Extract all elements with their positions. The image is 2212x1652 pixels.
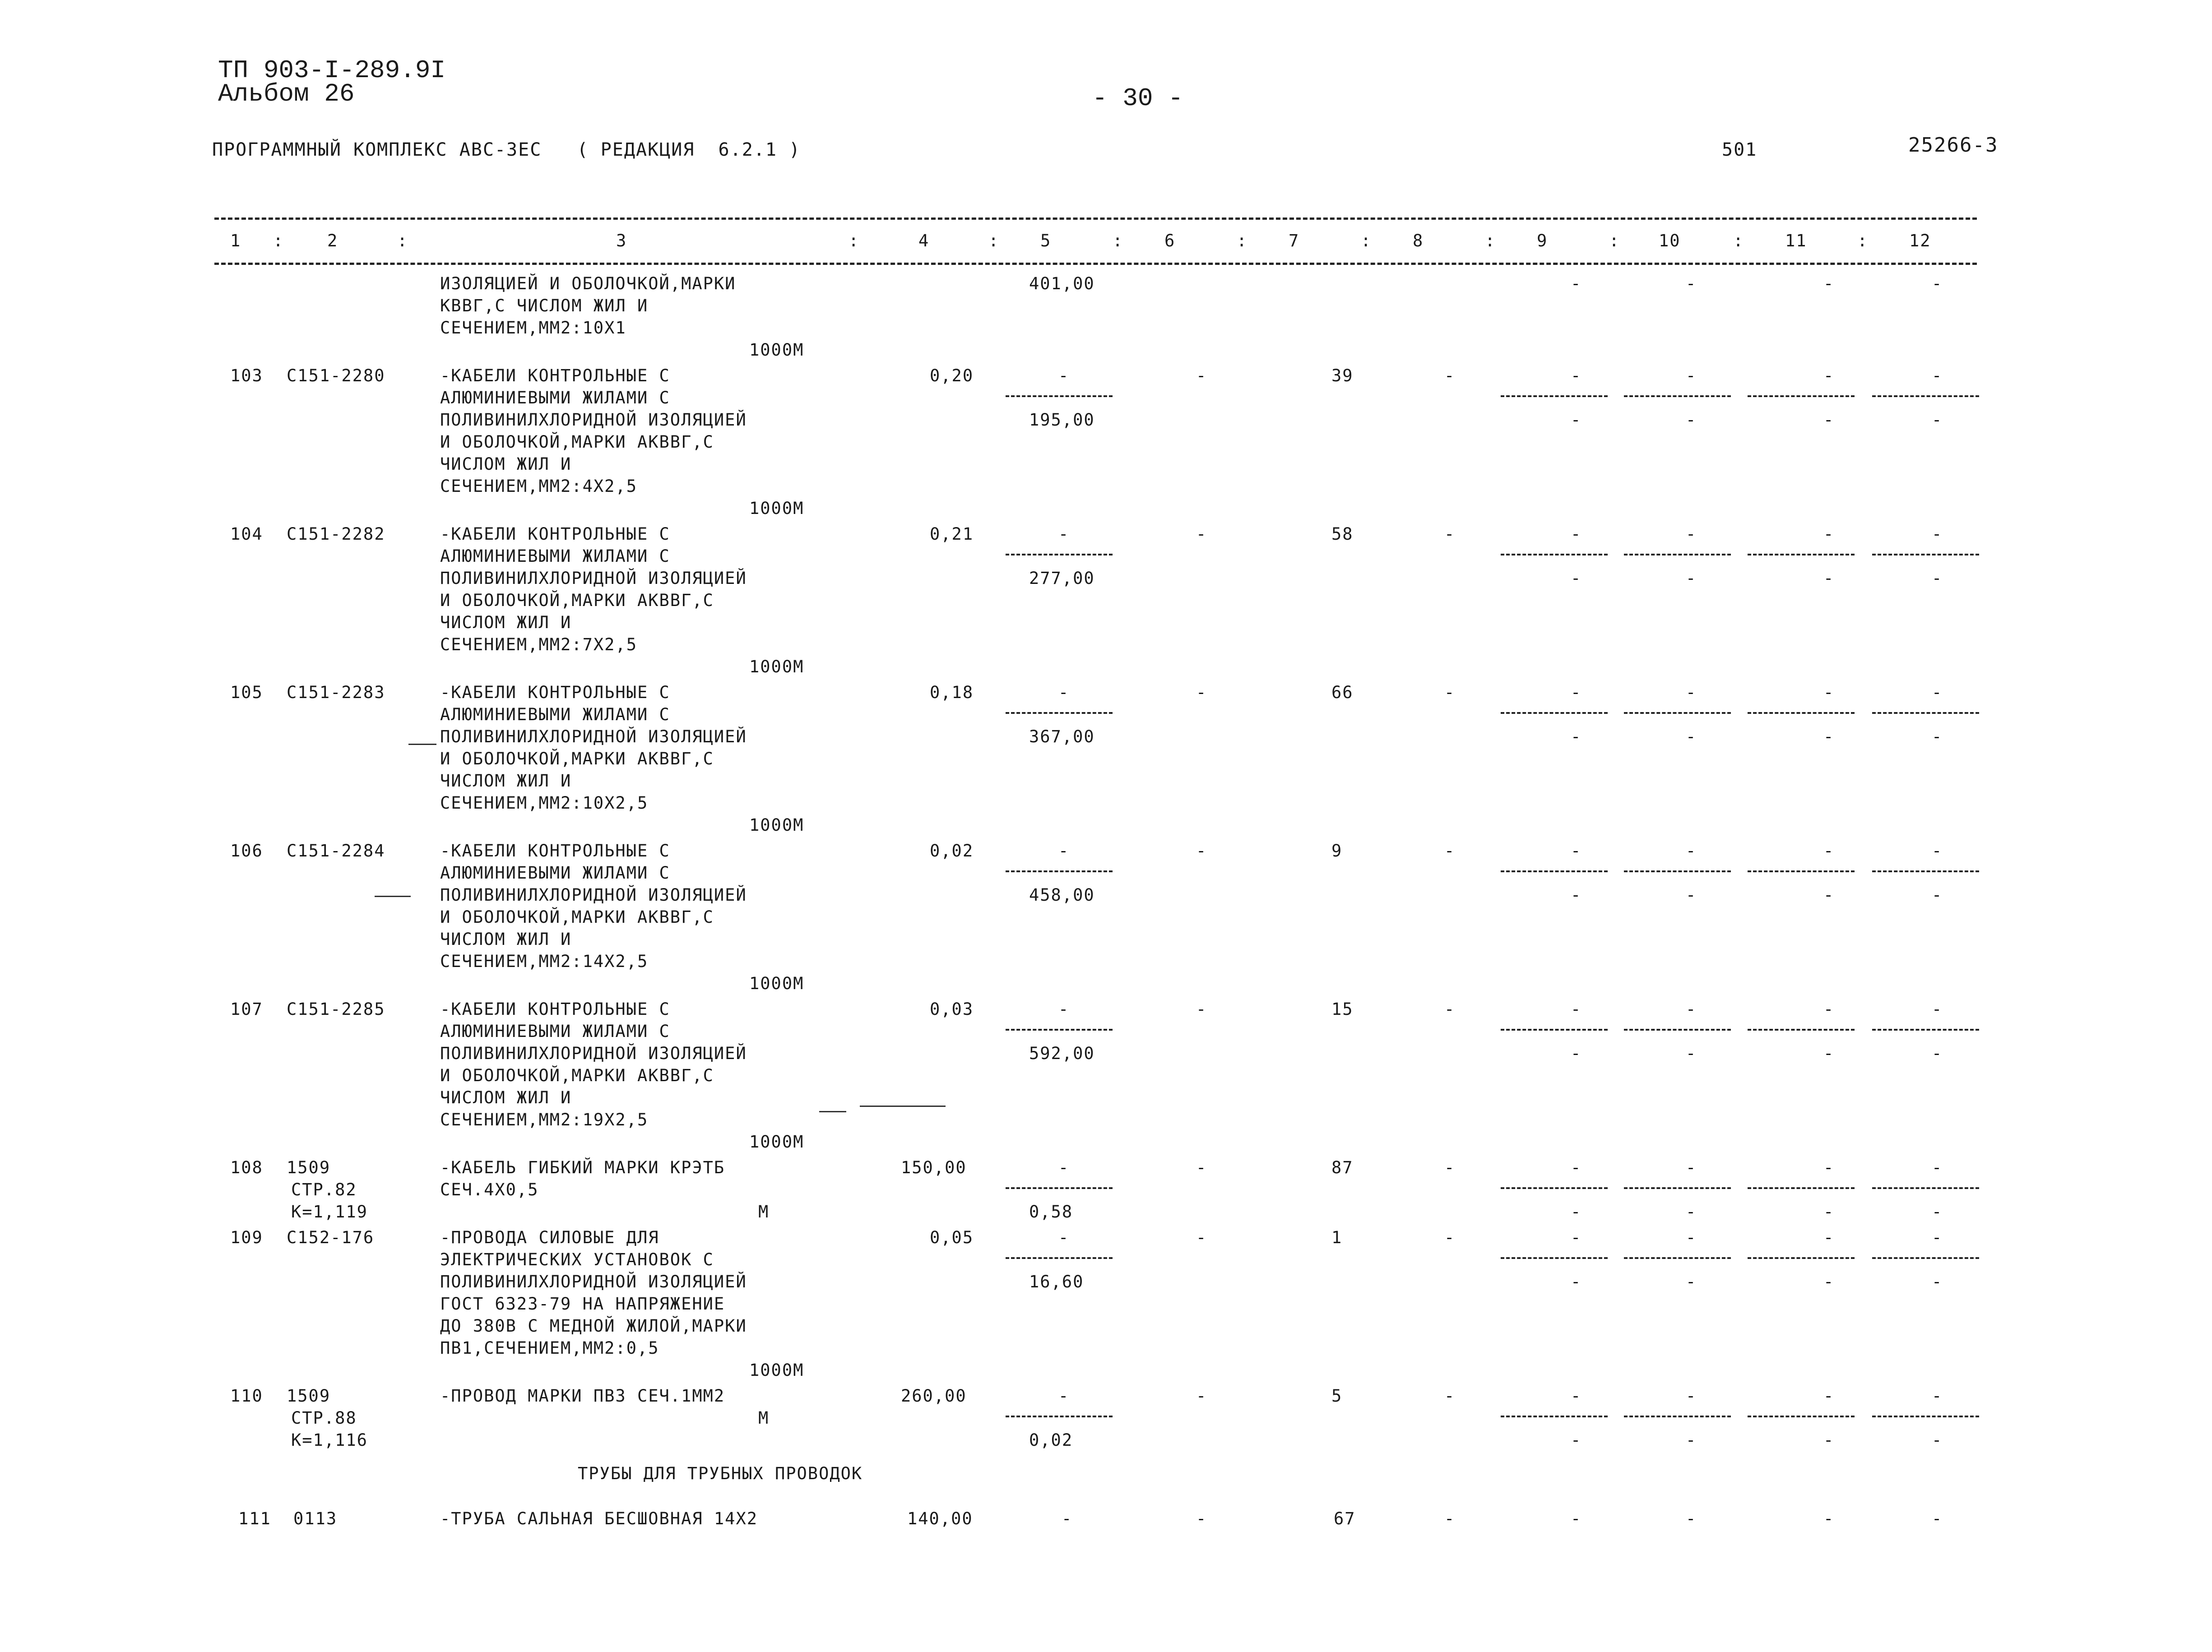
row-c9-top: - bbox=[1571, 841, 1582, 861]
row-description-line: ПОЛИВИНИЛХЛОРИДНОЙ ИЗОЛЯЦИЕЙ bbox=[440, 885, 747, 905]
row-c12-top: - bbox=[1932, 1158, 1943, 1177]
row-c11-divider bbox=[1748, 1416, 1855, 1417]
row-c10: - bbox=[1686, 274, 1697, 293]
row-c9-top: - bbox=[1571, 1228, 1582, 1247]
row-unit: 1000М bbox=[749, 1360, 804, 1380]
row-col6: - bbox=[1196, 1228, 1207, 1247]
row-c11-top: - bbox=[1823, 683, 1835, 702]
row-col6: - bbox=[1196, 1386, 1207, 1406]
row-c12-divider bbox=[1872, 554, 1979, 555]
row-number: 105 bbox=[230, 683, 263, 702]
row-c10-bottom: - bbox=[1686, 1272, 1697, 1291]
row-c10-divider bbox=[1624, 1187, 1731, 1189]
row-col8: - bbox=[1444, 683, 1456, 702]
row-col6: - bbox=[1196, 524, 1207, 544]
row-description-line: ЭЛЕКТРИЧЕСКИХ УСТАНОВОК С bbox=[440, 1250, 714, 1269]
row-col7: 66 bbox=[1331, 683, 1354, 702]
column-separator: : bbox=[849, 231, 860, 250]
row-c10-top: - bbox=[1686, 1158, 1697, 1177]
row-c10-top: - bbox=[1686, 1386, 1697, 1406]
row-c10-bottom: - bbox=[1686, 727, 1697, 746]
row-description-line: -КАБЕЛИ КОНТРОЛЬНЫЕ С bbox=[440, 841, 670, 861]
row-c9-divider bbox=[1501, 1187, 1608, 1189]
row-c12-bottom: - bbox=[1932, 727, 1943, 746]
row-c12-divider bbox=[1872, 395, 1979, 397]
row-code: 1509 bbox=[287, 1386, 331, 1406]
row-col5-divider bbox=[1006, 554, 1113, 555]
row-quantity: 260,00 bbox=[901, 1386, 967, 1406]
row-c11-bottom: - bbox=[1823, 410, 1835, 430]
row-c11-top: - bbox=[1823, 366, 1835, 385]
row-description-line: АЛЮМИНИЕВЫМИ ЖИЛАМИ С bbox=[440, 546, 670, 566]
column-header-5: 5 bbox=[1040, 231, 1052, 250]
row-c9-top: - bbox=[1571, 366, 1582, 385]
row-code: 1509 bbox=[287, 1158, 331, 1177]
row-number: 103 bbox=[230, 366, 263, 385]
row-c11-top: - bbox=[1823, 1158, 1835, 1177]
row-c12-bottom: - bbox=[1932, 569, 1943, 588]
column-header-4: 4 bbox=[918, 231, 930, 250]
scan-mark bbox=[408, 744, 436, 745]
row-c12-divider bbox=[1872, 712, 1979, 714]
row-c11-bottom: - bbox=[1823, 1430, 1835, 1450]
column-separator: : bbox=[1609, 231, 1620, 250]
row-c10-bottom: - bbox=[1686, 1202, 1697, 1222]
row-col5-divider bbox=[1006, 1257, 1113, 1259]
row-c10-top: - bbox=[1686, 366, 1697, 385]
row-description-line: И ОБОЛОЧКОЙ,МАРКИ АКВВГ,С bbox=[440, 432, 714, 452]
column-separator: : bbox=[1113, 231, 1124, 250]
row-code: С152-176 bbox=[287, 1228, 375, 1247]
row-c12-top: - bbox=[1932, 366, 1943, 385]
row-col5-divider bbox=[1006, 1029, 1113, 1031]
column-separator: : bbox=[397, 231, 408, 250]
row-c12-bottom: - bbox=[1932, 1044, 1943, 1063]
column-header-6: 6 bbox=[1164, 231, 1176, 250]
row-description-line: СЕЧ.4Х0,5 bbox=[440, 1180, 539, 1199]
column-separator: : bbox=[1361, 231, 1372, 250]
document-number: 25266-3 bbox=[1908, 134, 1999, 157]
column-header-10: 10 bbox=[1659, 231, 1681, 250]
row-c11-bottom: - bbox=[1823, 885, 1835, 905]
row-description-line: АЛЮМИНИЕВЫМИ ЖИЛАМИ С bbox=[440, 863, 670, 883]
row-code: С151-2282 bbox=[287, 524, 385, 544]
row-c11-divider bbox=[1748, 1187, 1855, 1189]
row-c9-bottom: - bbox=[1571, 569, 1582, 588]
row-c11: - bbox=[1823, 274, 1835, 293]
row-c11-top: - bbox=[1823, 841, 1835, 861]
row-col5: 401,00 bbox=[1029, 274, 1095, 293]
row-col6: - bbox=[1196, 841, 1207, 861]
row-col5-divider bbox=[1006, 1187, 1113, 1189]
row-unit: 1000М bbox=[749, 340, 804, 360]
row-c10-divider bbox=[1624, 712, 1731, 714]
row-c11-top: - bbox=[1823, 1386, 1835, 1406]
row-code: К=1,116 bbox=[291, 1430, 368, 1450]
row-description: -ТРУБА САЛЬНАЯ БЕСШОВНАЯ 14Х2 bbox=[440, 1509, 758, 1528]
row-c11-divider bbox=[1748, 1257, 1855, 1259]
row-description-line: ПВ1,СЕЧЕНИЕМ,ММ2:0,5 bbox=[440, 1338, 659, 1358]
row-description-line: АЛЮМИНИЕВЫМИ ЖИЛАМИ С bbox=[440, 705, 670, 724]
row-number: 107 bbox=[230, 1000, 263, 1019]
row-quantity: 0,02 bbox=[930, 841, 974, 861]
row-col6: - bbox=[1196, 1158, 1207, 1177]
row-description-line: СЕЧЕНИЕМ,ММ2:10Х2,5 bbox=[440, 793, 649, 813]
column-header-2: 2 bbox=[327, 231, 339, 250]
row-c9: - bbox=[1571, 274, 1582, 293]
row-col11: - bbox=[1823, 1509, 1835, 1528]
row-c10-divider bbox=[1624, 554, 1731, 555]
row-description-line: ЧИСЛОМ ЖИЛ И bbox=[440, 1088, 572, 1107]
row-c12-divider bbox=[1872, 1029, 1979, 1031]
row-c12-top: - bbox=[1932, 683, 1943, 702]
row-col8: - bbox=[1444, 366, 1456, 385]
row-col7: 9 bbox=[1331, 841, 1343, 861]
table-top-rule bbox=[214, 217, 1977, 220]
row-col5-bottom: 592,00 bbox=[1029, 1044, 1095, 1063]
row-c9-top: - bbox=[1571, 524, 1582, 544]
row-c9-divider bbox=[1501, 870, 1608, 872]
row-c9-divider bbox=[1501, 1416, 1608, 1417]
row-code: К=1,119 bbox=[291, 1202, 368, 1222]
row-description-line: АЛЮМИНИЕВЫМИ ЖИЛАМИ С bbox=[440, 388, 670, 407]
row-col8: - bbox=[1444, 841, 1456, 861]
row-col8: - bbox=[1444, 1158, 1456, 1177]
column-separator: : bbox=[988, 231, 1000, 250]
row-col5-divider bbox=[1006, 395, 1113, 397]
row-col6: - bbox=[1196, 683, 1207, 702]
row-description-line: ПОЛИВИНИЛХЛОРИДНОЙ ИЗОЛЯЦИЕЙ bbox=[440, 1272, 747, 1291]
row-description-line: -КАБЕЛЬ ГИБКИЙ МАРКИ КРЭТБ bbox=[440, 1158, 725, 1177]
section-title: ТРУБЫ ДЛЯ ТРУБНЫХ ПРОВОДОК bbox=[578, 1464, 863, 1483]
row-c9-bottom: - bbox=[1571, 1272, 1582, 1291]
row-c12: - bbox=[1932, 274, 1943, 293]
row-c11-bottom: - bbox=[1823, 569, 1835, 588]
row-description-line: -КАБЕЛИ КОНТРОЛЬНЫЕ С bbox=[440, 524, 670, 544]
row-description-line: -КАБЕЛИ КОНТРОЛЬНЫЕ С bbox=[440, 366, 670, 385]
row-c12-bottom: - bbox=[1932, 1272, 1943, 1291]
row-quantity: 0,18 bbox=[930, 683, 974, 702]
row-unit: 1000М bbox=[749, 974, 804, 993]
row-description-line: ДО 380В С МЕДНОЙ ЖИЛОЙ,МАРКИ bbox=[440, 1316, 747, 1336]
row-c9-bottom: - bbox=[1571, 410, 1582, 430]
row-description-line: СЕЧЕНИЕМ,ММ2:14Х2,5 bbox=[440, 952, 649, 971]
row-col5-top: - bbox=[1058, 1228, 1070, 1247]
row-c12-top: - bbox=[1932, 524, 1943, 544]
row-quantity: 0,21 bbox=[930, 524, 974, 544]
row-col6: - bbox=[1196, 1000, 1207, 1019]
row-c10-top: - bbox=[1686, 1228, 1697, 1247]
row-c12-top: - bbox=[1932, 1000, 1943, 1019]
row-c11-bottom: - bbox=[1823, 1202, 1835, 1222]
row-col5-bottom: 367,00 bbox=[1029, 727, 1095, 746]
row-col5-bottom: 0,02 bbox=[1029, 1430, 1073, 1450]
row-description-line: ЧИСЛОМ ЖИЛ И bbox=[440, 454, 572, 474]
row-col8: - bbox=[1444, 1000, 1456, 1019]
row-code: С151-2284 bbox=[287, 841, 385, 861]
row-c11-top: - bbox=[1823, 524, 1835, 544]
table-header-rule bbox=[214, 263, 1977, 265]
row-description-line: -КАБЕЛИ КОНТРОЛЬНЫЕ С bbox=[440, 1000, 670, 1019]
scan-mark bbox=[375, 896, 411, 897]
row-c10-divider bbox=[1624, 395, 1731, 397]
row-c11-divider bbox=[1748, 554, 1855, 555]
row-col7: 1 bbox=[1331, 1228, 1343, 1247]
row-c9-divider bbox=[1501, 1257, 1608, 1259]
row-c11-divider bbox=[1748, 1029, 1855, 1031]
row-col5-divider bbox=[1006, 870, 1113, 872]
row-c10-top: - bbox=[1686, 1000, 1697, 1019]
row-c11-bottom: - bbox=[1823, 1272, 1835, 1291]
row-c10-divider bbox=[1624, 1029, 1731, 1031]
row-description-line: -ПРОВОД МАРКИ ПВ3 СЕЧ.1ММ2 bbox=[440, 1386, 725, 1406]
row-c12-bottom: - bbox=[1932, 1430, 1943, 1450]
row-unit: 1000М bbox=[749, 499, 804, 518]
row-description-line: СЕЧЕНИЕМ,ММ2:10Х1 bbox=[440, 318, 626, 338]
row-c9-top: - bbox=[1571, 683, 1582, 702]
row-unit: 1000М bbox=[749, 815, 804, 835]
row-number: 106 bbox=[230, 841, 263, 861]
row-description-line: И ОБОЛОЧКОЙ,МАРКИ АКВВГ,С bbox=[440, 749, 714, 768]
row-c12-divider bbox=[1872, 870, 1979, 872]
row-c10-bottom: - bbox=[1686, 885, 1697, 905]
row-description-line: СЕЧЕНИЕМ,ММ2:4Х2,5 bbox=[440, 477, 637, 496]
row-col8: - bbox=[1444, 1509, 1456, 1528]
row-number: 104 bbox=[230, 524, 263, 544]
page-number: - 30 - bbox=[1092, 84, 1183, 113]
row-number: 108 bbox=[230, 1158, 263, 1177]
row-c12-divider bbox=[1872, 1416, 1979, 1417]
column-header-1: 1 bbox=[230, 231, 241, 250]
row-col5-bottom: 16,60 bbox=[1029, 1272, 1084, 1291]
row-col7: 58 bbox=[1331, 524, 1354, 544]
row-number: 110 bbox=[230, 1386, 263, 1406]
column-separator: : bbox=[273, 231, 284, 250]
row-c10-bottom: - bbox=[1686, 1430, 1697, 1450]
column-header-7: 7 bbox=[1289, 231, 1300, 250]
row-col5-bottom: 0,58 bbox=[1029, 1202, 1073, 1222]
row-col7: 87 bbox=[1331, 1158, 1354, 1177]
row-c9-bottom: - bbox=[1571, 1202, 1582, 1222]
row-code: С151-2280 bbox=[287, 366, 385, 385]
row-description-line: ГОСТ 6323-79 НА НАПРЯЖЕНИЕ bbox=[440, 1294, 725, 1314]
row-c11-bottom: - bbox=[1823, 1044, 1835, 1063]
row-description-line: ПОЛИВИНИЛХЛОРИДНОЙ ИЗОЛЯЦИЕЙ bbox=[440, 569, 747, 588]
row-code: СТР.82 bbox=[291, 1180, 357, 1199]
row-col5-top: - bbox=[1058, 524, 1070, 544]
document-code: ТП 903-I-289.9I bbox=[218, 56, 446, 85]
row-c9-bottom: - bbox=[1571, 1430, 1582, 1450]
row-c10-divider bbox=[1624, 1257, 1731, 1259]
row-quantity: 0,03 bbox=[930, 1000, 974, 1019]
row-c11-divider bbox=[1748, 870, 1855, 872]
column-header-11: 11 bbox=[1785, 231, 1807, 250]
row-c12-bottom: - bbox=[1932, 410, 1943, 430]
column-header-9: 9 bbox=[1537, 231, 1548, 250]
row-description-line: ЧИСЛОМ ЖИЛ И bbox=[440, 930, 572, 949]
column-header-12: 12 bbox=[1909, 231, 1931, 250]
row-c9-bottom: - bbox=[1571, 885, 1582, 905]
row-description-line: И ОБОЛОЧКОЙ,МАРКИ АКВВГ,С bbox=[440, 591, 714, 610]
row-col9: - bbox=[1571, 1509, 1582, 1528]
column-separator: : bbox=[1237, 231, 1248, 250]
row-description-line: ИЗОЛЯЦИЕЙ И ОБОЛОЧКОЙ,МАРКИ bbox=[440, 274, 736, 293]
row-col5-top: - bbox=[1058, 683, 1070, 702]
row-col10: - bbox=[1686, 1509, 1697, 1528]
row-code: С151-2283 bbox=[287, 683, 385, 702]
row-code: СТР.88 bbox=[291, 1408, 357, 1428]
row-c10-bottom: - bbox=[1686, 410, 1697, 430]
row-c9-top: - bbox=[1571, 1158, 1582, 1177]
scan-mark bbox=[819, 1111, 846, 1112]
row-col12: - bbox=[1932, 1509, 1943, 1528]
row-description-line: -КАБЕЛИ КОНТРОЛЬНЫЕ С bbox=[440, 683, 670, 702]
row-c12-top: - bbox=[1932, 1386, 1943, 1406]
row-c12-top: - bbox=[1932, 1228, 1943, 1247]
row-c11-top: - bbox=[1823, 1228, 1835, 1247]
row-col5-bottom: 195,00 bbox=[1029, 410, 1095, 430]
album-label: Альбом 26 bbox=[218, 79, 355, 108]
row-c12-divider bbox=[1872, 1257, 1979, 1259]
column-separator: : bbox=[1857, 231, 1869, 250]
row-col5-top: - bbox=[1058, 1158, 1070, 1177]
row-description-line: -ПРОВОДА СИЛОВЫЕ ДЛЯ bbox=[440, 1228, 659, 1247]
row-description-line: И ОБОЛОЧКОЙ,МАРКИ АКВВГ,С bbox=[440, 907, 714, 927]
row-c12-divider bbox=[1872, 1187, 1979, 1189]
row-col5-divider bbox=[1006, 1416, 1113, 1417]
row-number: 109 bbox=[230, 1228, 263, 1247]
row-description-line: КВВГ,С ЧИСЛОМ ЖИЛ И bbox=[440, 296, 649, 315]
row-col5: - bbox=[1062, 1509, 1073, 1528]
row-col8: - bbox=[1444, 524, 1456, 544]
row-c9-divider bbox=[1501, 395, 1608, 397]
column-separator: : bbox=[1733, 231, 1744, 250]
row-description-line: И ОБОЛОЧКОЙ,МАРКИ АКВВГ,С bbox=[440, 1066, 714, 1085]
row-description-line: ПОЛИВИНИЛХЛОРИДНОЙ ИЗОЛЯЦИЕЙ bbox=[440, 410, 747, 430]
row-col5-bottom: 277,00 bbox=[1029, 569, 1095, 588]
row-unit: 1000М bbox=[749, 1132, 804, 1152]
row-c11-top: - bbox=[1823, 1000, 1835, 1019]
row-c12-bottom: - bbox=[1932, 1202, 1943, 1222]
row-description-line: СЕЧЕНИЕМ,ММ2:7Х2,5 bbox=[440, 635, 637, 654]
row-c11-divider bbox=[1748, 395, 1855, 397]
row-col5-top: - bbox=[1058, 1386, 1070, 1406]
row-c10-bottom: - bbox=[1686, 1044, 1697, 1063]
sheet-code: 501 bbox=[1722, 139, 1758, 160]
row-c10-top: - bbox=[1686, 683, 1697, 702]
row-c9-bottom: - bbox=[1571, 727, 1582, 746]
row-description-line: АЛЮМИНИЕВЫМИ ЖИЛАМИ С bbox=[440, 1022, 670, 1041]
row-col7: 5 bbox=[1331, 1386, 1343, 1406]
column-separator: : bbox=[1485, 231, 1496, 250]
row-number: 111 bbox=[238, 1509, 271, 1528]
row-unit: 1000М bbox=[749, 657, 804, 676]
row-description-line: ЧИСЛОМ ЖИЛ И bbox=[440, 613, 572, 632]
row-c11-divider bbox=[1748, 712, 1855, 714]
scan-mark bbox=[860, 1106, 946, 1107]
row-unit: М bbox=[758, 1202, 770, 1222]
row-c12-bottom: - bbox=[1932, 885, 1943, 905]
row-description-line: ЧИСЛОМ ЖИЛ И bbox=[440, 771, 572, 791]
row-c9-top: - bbox=[1571, 1386, 1582, 1406]
row-col5-top: - bbox=[1058, 1000, 1070, 1019]
row-c10-divider bbox=[1624, 1416, 1731, 1417]
row-unit: М bbox=[758, 1408, 770, 1428]
row-description-line: ПОЛИВИНИЛХЛОРИДНОЙ ИЗОЛЯЦИЕЙ bbox=[440, 727, 747, 746]
row-c9-top: - bbox=[1571, 1000, 1582, 1019]
column-header-3: 3 bbox=[616, 231, 627, 250]
row-c11-bottom: - bbox=[1823, 727, 1835, 746]
column-header-8: 8 bbox=[1413, 231, 1424, 250]
row-c9-divider bbox=[1501, 712, 1608, 714]
row-c10-bottom: - bbox=[1686, 569, 1697, 588]
row-col5-top: - bbox=[1058, 366, 1070, 385]
row-col8: - bbox=[1444, 1228, 1456, 1247]
row-col8: - bbox=[1444, 1386, 1456, 1406]
row-quantity: 0,05 bbox=[930, 1228, 974, 1247]
row-code: С151-2285 bbox=[287, 1000, 385, 1019]
row-c12-top: - bbox=[1932, 841, 1943, 861]
row-quantity: 140,00 bbox=[907, 1509, 973, 1528]
row-col7: 39 bbox=[1331, 366, 1354, 385]
program-title: ПРОГРАММНЫЙ КОМПЛЕКС АВС-3ЕС ( РЕДАКЦИЯ 6.2.1 ) bbox=[212, 139, 801, 160]
row-col7: 15 bbox=[1331, 1000, 1354, 1019]
row-quantity: 150,00 bbox=[901, 1158, 967, 1177]
row-col5-bottom: 458,00 bbox=[1029, 885, 1095, 905]
row-c9-bottom: - bbox=[1571, 1044, 1582, 1063]
row-c9-divider bbox=[1501, 554, 1608, 555]
row-col6: - bbox=[1196, 366, 1207, 385]
row-col5-top: - bbox=[1058, 841, 1070, 861]
row-c10-top: - bbox=[1686, 841, 1697, 861]
row-description-line: ПОЛИВИНИЛХЛОРИДНОЙ ИЗОЛЯЦИЕЙ bbox=[440, 1044, 747, 1063]
row-col5-divider bbox=[1006, 712, 1113, 714]
row-quantity: 0,20 bbox=[930, 366, 974, 385]
row-c9-divider bbox=[1501, 1029, 1608, 1031]
row-c10-divider bbox=[1624, 870, 1731, 872]
row-code: 0113 bbox=[293, 1509, 338, 1528]
row-col6: - bbox=[1196, 1509, 1207, 1528]
row-c10-top: - bbox=[1686, 524, 1697, 544]
row-col7: 67 bbox=[1334, 1509, 1356, 1528]
row-description-line: СЕЧЕНИЕМ,ММ2:19Х2,5 bbox=[440, 1110, 649, 1129]
